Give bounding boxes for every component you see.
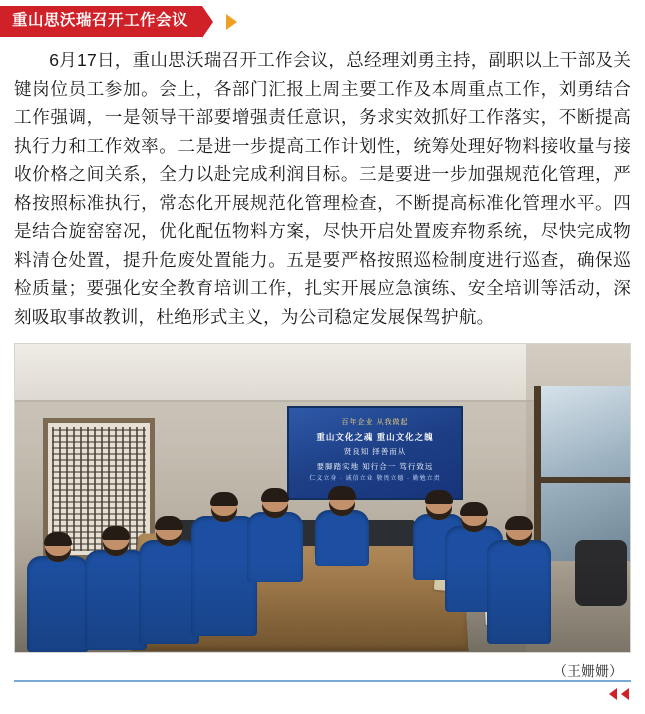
screen-line-1: 百年企业 从我做起 xyxy=(341,419,409,426)
photo-person-hair xyxy=(44,532,72,546)
arrow-left-icon-1 xyxy=(609,688,617,700)
arrow-left-icon-2 xyxy=(621,688,629,700)
photo-person-hair xyxy=(102,526,130,540)
photo-person-hair xyxy=(460,502,488,516)
screen-line-2: 重山文化之魂 重山文化之魄 xyxy=(316,432,434,443)
photo-person-hair xyxy=(261,488,289,502)
double-arrow-left-icon xyxy=(609,688,629,700)
photo-credit: （王姗姗） xyxy=(553,663,623,679)
photo-person-hair xyxy=(425,490,453,504)
photo-window xyxy=(534,386,630,561)
footer-divider xyxy=(14,680,631,682)
screen-line-3: 贤良知 择善而从 xyxy=(343,447,407,457)
page-header xyxy=(0,0,645,44)
page-footer xyxy=(0,674,645,714)
photo-person-chair xyxy=(315,510,369,566)
screen-line-5: 仁义立身 · 诚信立业 敬畏立德 · 勤勉立责 xyxy=(309,475,441,482)
screen-line-4: 要脚踏实地 知行合一 笃行致远 xyxy=(316,461,434,471)
photo-display-screen xyxy=(287,406,463,500)
photo-person-hair xyxy=(505,516,533,530)
photo-person-hair xyxy=(210,492,238,506)
photo-person-hair xyxy=(328,486,356,500)
article-paragraph: 6月17日，重山思沃瑞召开工作会议，总经理刘勇主持，副职以上干部及关键岗位员工参加。会上，各部门汇报上周主要工作及本周重点工作，刘勇结合工作强调，一是领导干部要增强责任意识，务求实效抓好工作落实，不断提高执行力和工作效率。二是进一步提高工作计划性，统筹处理好物料接收量与接收价格之间关系，全力以赴完成利润目标。三是要进一步加强规范化管理，严格按照标准执行，常态化开展规范化管理检查，不断提高标准化管理水平。四是结合旋窑窑况，优化配伍物料方案，尽快开启处置废弃物系统，尽快完成物料清仓处置，提升危废处置能力。五是要严格按照巡检制度进行巡查，确保巡检质量；要强化安全教育培训工作，扎实开展应急演练、安全培训等活动，深刻吸取事故教训，杜绝形式主义，为公司稳定发展保驾护航。 xyxy=(14,50,631,327)
photo-calligraphy-ink xyxy=(52,427,146,551)
photo-figure xyxy=(14,343,631,653)
photo-vignette xyxy=(15,562,630,652)
page-title: 重山思沃瑞召开工作会议 xyxy=(0,6,202,37)
article-body xyxy=(0,44,645,331)
photo-person-hair xyxy=(155,516,183,530)
triangle-right-icon xyxy=(226,14,237,30)
meeting-photo xyxy=(14,343,631,653)
